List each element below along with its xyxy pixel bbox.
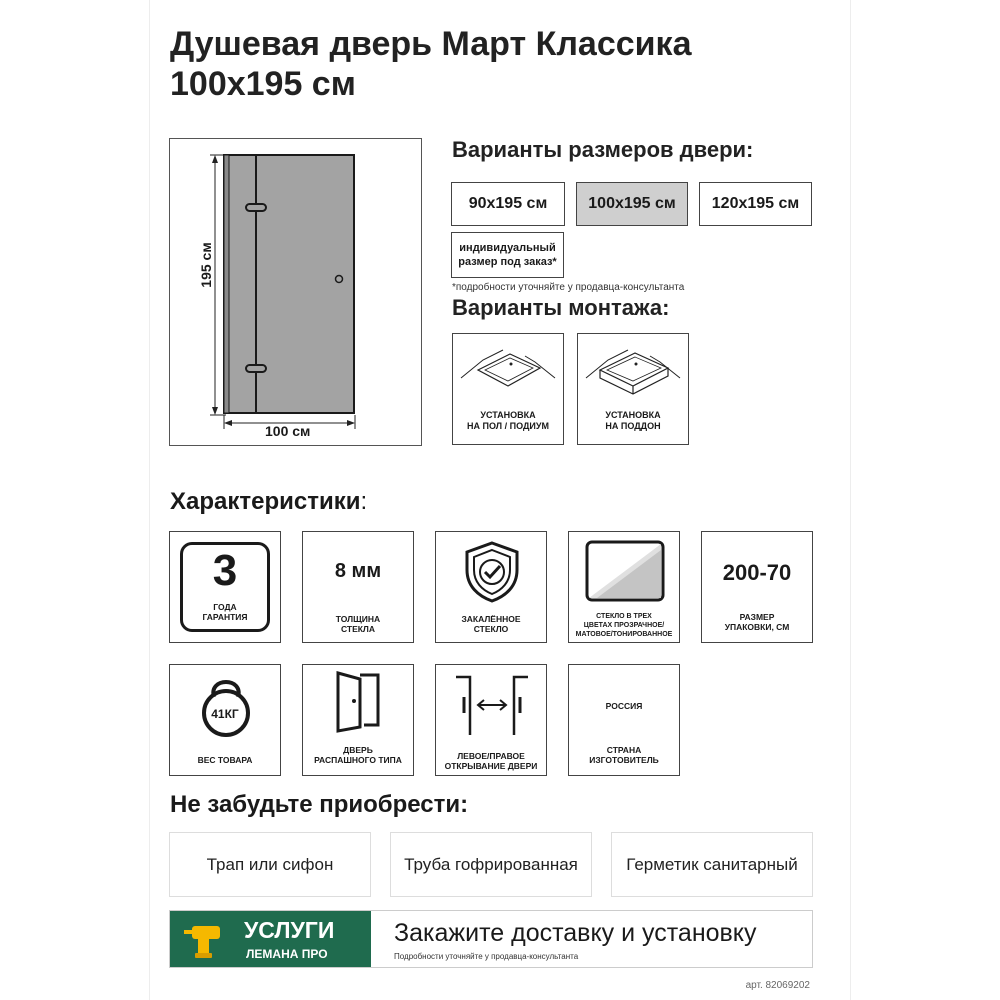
- title-line-2: 100х195 см: [170, 65, 356, 103]
- buy-item-sealant[interactable]: Герметик санитарный: [611, 832, 813, 897]
- left-right-opening-icon: [452, 669, 532, 735]
- thickness-line-2: СТЕКЛА: [340, 624, 376, 634]
- sizes-note: *подробности уточняйте у продавца-консультанта: [452, 282, 685, 293]
- custom-size-line-2: размер под заказ*: [458, 256, 557, 268]
- specs-heading: Характеристики: [170, 488, 361, 515]
- thickness-value: 8 мм: [334, 560, 382, 582]
- mount-floor-option[interactable]: [452, 333, 564, 445]
- mount-tray-line-2: НА ПОДДОН: [605, 421, 661, 431]
- floor-mount-icon: [453, 338, 563, 408]
- product-title: [170, 24, 810, 104]
- opening-line-1: ЛЕВОЕ/ПРАВОЕ: [457, 751, 525, 761]
- package-line-1: РАЗМЕР: [739, 612, 775, 622]
- tempered-line-1: ЗАКАЛЁННОЕ: [461, 614, 521, 624]
- size-option-100x195[interactable]: 100х195 см: [576, 182, 688, 226]
- spec-warranty: [169, 531, 281, 643]
- door-type-label: [303, 745, 413, 765]
- specs-heading-wrap: [170, 488, 367, 516]
- shield-check-icon: [462, 540, 522, 604]
- door-height-label: 195 см: [198, 242, 214, 288]
- spec-door-type: [302, 664, 414, 776]
- spec-opening: [435, 664, 547, 776]
- country-line-2: ИЗГОТОВИТЕЛЬ: [589, 755, 659, 765]
- mount-floor-label: [453, 410, 563, 432]
- mount-tray-label: [578, 410, 688, 432]
- spec-weight: [169, 664, 281, 776]
- warranty-value: 3: [212, 546, 238, 595]
- title-line-1: Душевая дверь Март Классика: [170, 25, 692, 63]
- package-value: 200-70: [722, 560, 792, 585]
- country-label: [569, 745, 679, 765]
- buy-item-drain[interactable]: Трап или сифон: [169, 832, 371, 897]
- glass-line-3: МАТОВОЕ/ТОНИРОВАННОЕ: [575, 631, 673, 638]
- weight-value: 41КГ: [211, 707, 239, 721]
- country-value: РОССИЯ: [605, 701, 643, 711]
- services-brand-sub: ЛЕМАНА ПРО: [246, 947, 328, 961]
- warranty-line-1: ГОДА: [213, 602, 237, 612]
- glass-line-1: СТЕКЛО В ТРЕХ: [596, 613, 652, 620]
- country-line-1: СТРАНА: [606, 745, 642, 755]
- tempered-line-2: СТЕКЛО: [473, 624, 509, 634]
- glass-pane-icon: [585, 540, 665, 602]
- mount-floor-line-1: УСТАНОВКА: [480, 410, 536, 420]
- door-type-line-2: РАСПАШНОГО ТИПА: [314, 755, 402, 765]
- kettlebell-icon: [196, 673, 256, 739]
- spec-package-size: [701, 531, 813, 643]
- mount-tray-option[interactable]: [577, 333, 689, 445]
- custom-size-line-1: индивидуальный: [459, 242, 556, 254]
- spec-thickness: [302, 531, 414, 643]
- buy-heading: Не забудьте приобрести:: [170, 791, 469, 818]
- custom-size-option[interactable]: [451, 232, 564, 278]
- mounting-heading: Варианты монтажа:: [452, 295, 670, 320]
- specs-heading-colon: :: [360, 488, 368, 515]
- glass-colors-label: [569, 612, 679, 639]
- door-width-label: 100 см: [265, 423, 311, 439]
- package-label: [702, 612, 812, 632]
- tray-mount-icon: [578, 338, 688, 408]
- opening-line-2: ОТКРЫВАНИЕ ДВЕРИ: [444, 761, 538, 771]
- drill-icon: [182, 920, 228, 960]
- thickness-label: [303, 614, 413, 634]
- door-type-line-1: ДВЕРЬ: [343, 745, 373, 755]
- door-diagram: [169, 138, 422, 446]
- article-number: арт. 82069202: [745, 980, 810, 991]
- tempered-label: [436, 614, 546, 634]
- opening-label: [436, 751, 546, 771]
- mount-floor-line-2: НА ПОЛ / ПОДИУМ: [467, 421, 549, 431]
- buy-item-pipe[interactable]: Труба гофрированная: [390, 832, 592, 897]
- spec-tempered: [435, 531, 547, 643]
- size-option-120x195[interactable]: 120х195 см: [699, 182, 812, 226]
- services-brand-title: УСЛУГИ: [244, 917, 335, 943]
- sizes-heading: Варианты размеров двери:: [452, 137, 754, 162]
- warranty-label: [170, 602, 280, 622]
- mount-tray-line-1: УСТАНОВКА: [605, 410, 661, 420]
- warranty-line-2: ГАРАНТИЯ: [202, 612, 248, 622]
- thickness-line-1: ТОЛЩИНА: [335, 614, 381, 624]
- services-brand-block: [170, 911, 371, 967]
- services-note: Подробности уточняйте у продавца-консультанта: [394, 952, 579, 961]
- spec-glass-colors: [568, 531, 680, 643]
- package-line-2: УПАКОВКИ, СМ: [724, 622, 790, 632]
- glass-line-2: ЦВЕТАХ ПРОЗРАЧНОЕ/: [583, 622, 665, 629]
- services-banner[interactable]: [169, 910, 813, 968]
- services-main-text: Закажите доставку и установку: [394, 919, 757, 947]
- size-option-90x195[interactable]: 90х195 см: [451, 182, 565, 226]
- spec-country: [568, 664, 680, 776]
- weight-label: ВЕС ТОВАРА: [197, 755, 253, 765]
- open-door-icon: [334, 669, 384, 733]
